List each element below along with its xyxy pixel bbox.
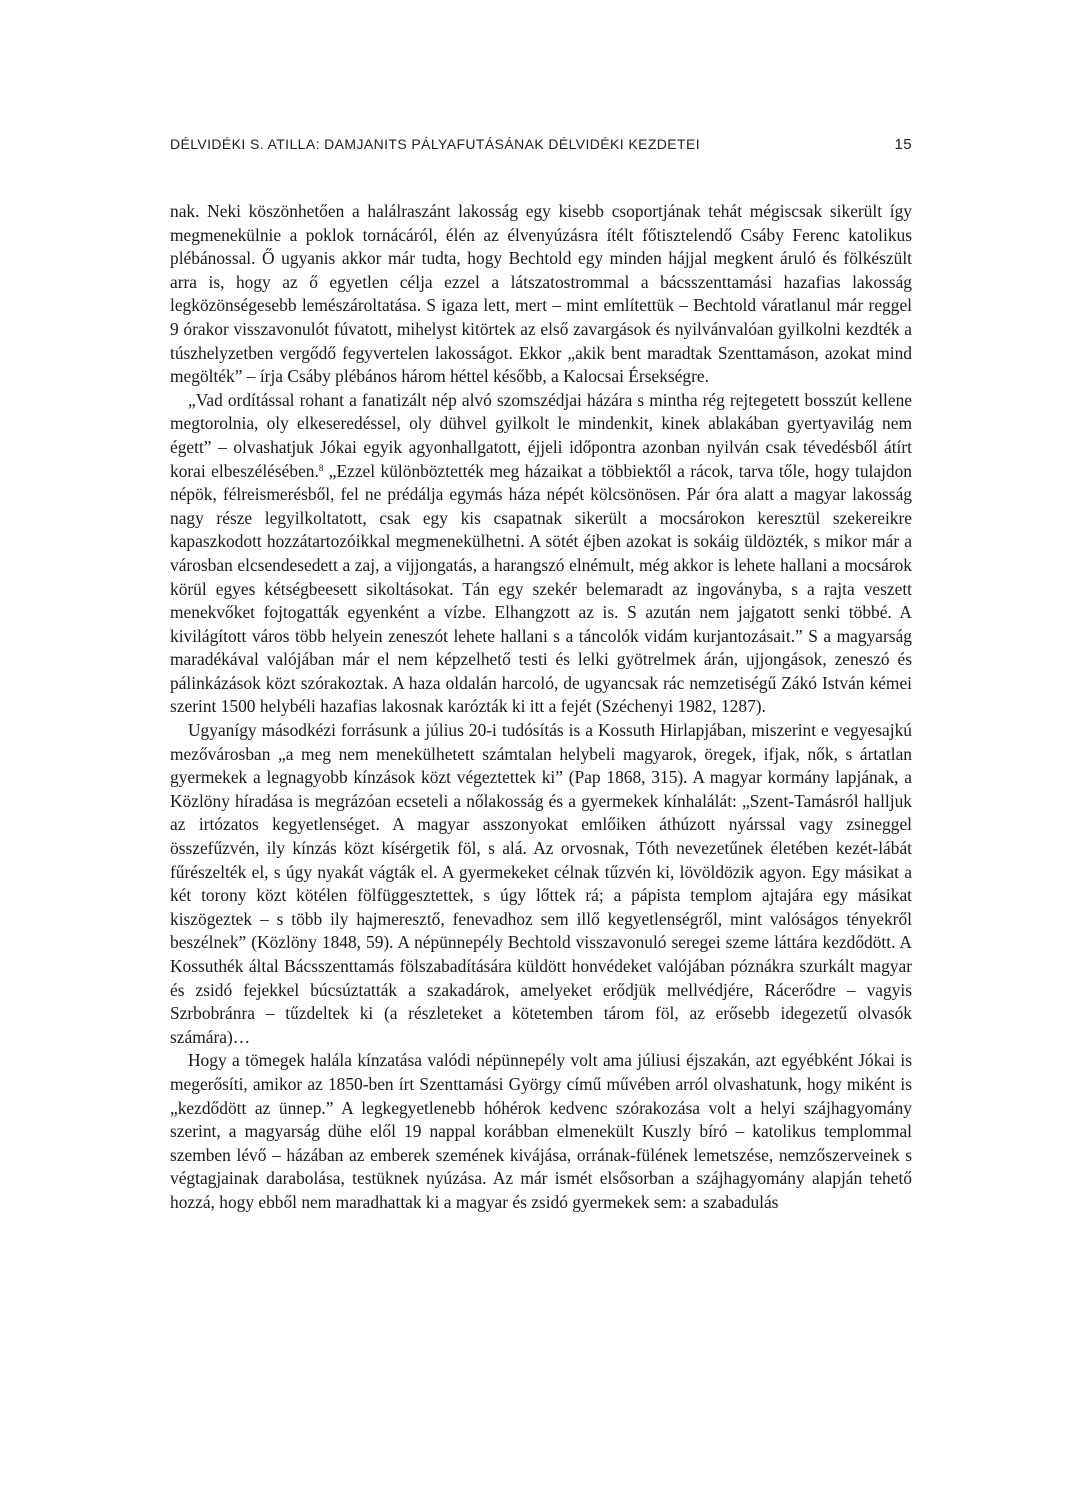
- paragraph-2-part-1: „Vad ordítással rohant a fanatizált nép alvó szomszédjai házára s mintha rég rejtegetett bosszút kellene megtorolnia, oly elkeseredéssel, oly dühvel gyilkolt le mindenkit, kinek ablakában gyertyavilág nem égett” – olvashatjuk Jókai egyik agyonhallgatott, éjjeli időpontra azonban nyilván csak tévedésből átírt korai elbeszélésében.: [170, 389, 912, 481]
- body-text: [170, 200, 912, 1215]
- running-title: DÉLVIDÉKI S. ATILLA: DAMJANITS PÁLYAFUTÁSÁNAK DÉLVIDÉKI KEZDETEI: [170, 136, 700, 152]
- paragraph-3: Ugyanígy másodkézi forrásunk a július 20-i tudósítás is a Kossuth Hirlapjában, miszerint e vegyesajkú mezővárosban „a meg nem menekülhetett számtalan helybeli magyarok, öregek, ifjak, nők, s ártatlan gyermekek a legnagyobb kínzások közt végeztettek ki” (Pap 1868, 315). A magyar kormány lapjának, a Közlöny híradása is megrázóan ecseteli a nőlakosság és a gyermekek kínhalálát: „Szent-Tamásról halljuk az irtózatos kegyetlenséget. A magyar asszonyokat emlőiken áthúzott nyárssal vagy zsineggel összefűzvén, ily kínzás közt kísérgetik föl, s alá. Az orvosnak, Tóth nevezetűnek életében kezét-lábát fűrészelték el, s úgy nyakát vágták el. A gyermekeket célnak tűzvén ki, lövöldözik agyon. Egy másikat a két torony közt kötélen fölfüggesztettek, s úgy lőttek rá; a pápista templom ajtajára egy másikat kiszögeztek – s több ily hajmeresztő, fenevadhoz sem illő kegyetlenségről, mint valóságos tényekről beszélnek” (Közlöny 1848, 59). A népünnepély Bechtold visszavonuló seregei szeme láttára kezdődött. A Kossuthék által Bácsszenttamás fölszabadítására küldött honvédeket valójában póznákra szurkált magyar és zsidó fejekkel búcsúztatták a szakadárok, amelyeket erődjük mellvédjére, Rácerődre – vagyis Szrbobránra – tűzdeltek ki (a részleteket a kötetemben tárom föl, az erősebb idegezetű olvasók számára)…: [170, 720, 912, 1047]
- paragraph-1: nak. Neki köszönhetően a halálraszánt lakosság egy kisebb csoportjának tehát mégiscsak sikerült így megmenekülnie a poklok tornácáról, élén az élvenyúzásra ítélt főtisztelendő Csáby Ferenc katolikus plébánossal. Ő ugyanis akkor már tudta, hogy Bechtold egy minden hájjal megkent áruló és fölkészült arra is, hogy az ő egyetlen célja ezzel a látszatostrommal a bácsszenttamási hazafias lakosság legközönségesebb lemészároltatása. S igaza lett, mert – mint említettük – Bechtold váratlanul már reggel 9 órakor visszavonulót fúvatott, mihelyst kitörtek az első zavargások és nyilvánvalóan gyilkolni kezdték a túszhelyzetben vergődő fegyvertelen lakosságot. Ekkor „akik bent maradtak Szenttamáson, azokat mind megölték” – írja Csáby plébános három héttel később, a Kalocsai Érsekségre.: [170, 201, 912, 387]
- page-number: 15: [894, 136, 912, 153]
- paragraph-2: [170, 389, 912, 719]
- paragraph-4: Hogy a tömegek halála kínzatása valódi népünnepély volt ama júliusi éjszakán, azt egyébként Jókai is megerősíti, amikor az 1850-ben írt Szenttamási György című művében arról olvashatunk, hogy miként is „kezdődött az ünnep.” A legkegyetlenebb hóhérok kedvenc szórakozása volt a helyi szájhagyomány szerint, a magyarság dühe elől 19 nappal korábban elmenekült Kuszly bíró – katolikus templommal szemben lévő – házában az emberek szemének kivájása, orrának-fülének lemetszése, nemzőszerveinek s végtagjainak darabolása, testüknek nyúzása. Az már ismét elsősorban a szájhagyomány alapján tehető hozzá, hogy ebből nem maradhattak ki a magyar és zsidó gyermekek sem: a szabadulás: [170, 1050, 912, 1212]
- footnote-marker: 8: [318, 462, 324, 473]
- running-head: [170, 136, 912, 156]
- paragraph-2-part-2: „Ezzel különböztették meg házaikat a többiektől a rácok, tarva tőle, hogy tulajdon népök, félreismerésből, fel ne prédálja egymás háza népét kölcsönösen. Pár óra alatt a magyar lakosság nagy része legyilkoltatott, csak egy kis csapatnak sikerült a mocsárokon keresztül szekereikre kapaszkodott hozzátartozóikkal megmenekülhetni. A sötét éjben azokat is sokáig üldözték, s mikor már a városban elcsendesedett a zaj, a vijjongatás, a harangszó elnémult, még akkor is lehete hallani a mocsárok körül egyes kétségbeesett sikoltásokat. Tán egy szekér belemaradt az ingoványba, s a rajta veszett menekvőket fojtogatták egyenként a vízbe. Elhangzott az is. S azután nem jajgatott senki többé. A kivilágított város több helyein zeneszót lehete hallani s a táncolók vidám kurjantozásait.” S a magyarság maradékával valójában már el nem képzelhető testi és lelki gyötrelmek árán, ujjongások, zeneszó és pálinkázások közt szórakoztak. A haza oldalán harcoló, de ugyancsak rác nemzetiségű Zákó István kémei szerint 1500 helybéli hazafias lakosnak karózták ki itt a fejét (Széchenyi 1982, 1287).: [170, 460, 913, 717]
